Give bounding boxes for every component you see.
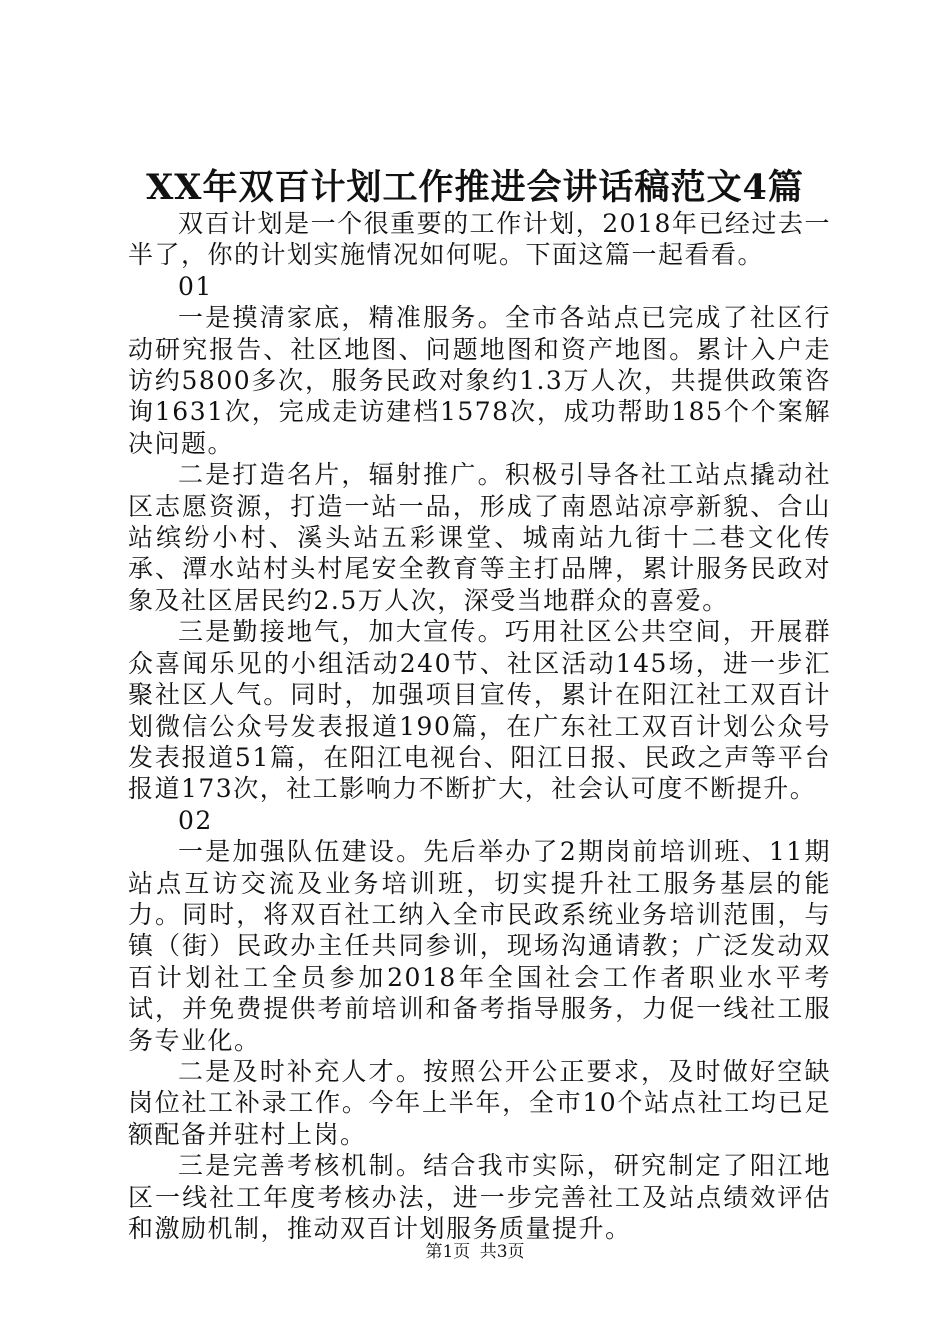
document-title: XX年双百计划工作推进会讲话稿范文4篇 (146, 167, 804, 208)
paragraph: 一是摸清家底，精准服务。全市各站点已完成了社区行动研究报告、社区地图、问题地图和资产地图。累计入户走访约5800多次，服务民政对象约1.3万人次，共提供政策咨询1631次，完成走访建档1578次，成功帮助185个个案解决问题。 (128, 303, 831, 458)
paragraph-intro: 双百计划是一个很重要的工作计划，2018年已经过去一半了，你的计划实施情况如何呢。下面这篇一起看看。 (128, 209, 831, 270)
document-body (128, 208, 831, 1244)
page-total: 共3页 (479, 1242, 525, 1262)
paragraph: 三是勤接地气，加大宣传。巧用社区公共空间，开展群众喜闻乐见的小组活动240节、社区活动145场，进一步汇聚社区人气。同时，加强项目宣传，累计在阳江社工双百计划微信公众号发表报道190篇，在广东社工双百计划公众号发表报道51篇，在阳江电视台、阳江日报、民政之声等平台报道173次，社工影响力不断扩大，社会认可度不断提升。 (128, 617, 831, 804)
paragraph: 二是及时补充人才。按照公开公正要求，及时做好空缺岗位社工补录工作。今年上半年，全市10个站点社工均已足额配备并驻村上岗。 (128, 1056, 831, 1149)
paragraph: 二是打造名片，辐射推广。积极引导各社工站点撬动社区志愿资源，打造一站一品，形成了南恩站凉亭新貌、合山站缤纷小村、溪头站五彩课堂、城南站九街十二巷文化传承、潭水站村头村尾安全教育等主打品牌，累计服务民政对象及社区居民约2.5万人次，深受当地群众的喜爱。 (128, 460, 831, 615)
section-number-01: 01 (178, 271, 213, 301)
page-footer (0, 1240, 950, 1264)
paragraph: 一是加强队伍建设。先后举办了2期岗前培训班、11期站点互访交流及业务培训班，切实提升社工服务基层的能力。同时，将双百社工纳入全市民政系统业务培训范围，与镇（街）民政办主任共同参训，现场沟通请教；广泛发动双百计划社工全员参加2018年全国社会工作者职业水平考试，并免费提供考前培训和备考指导服务，力促一线社工服务专业化。 (128, 837, 831, 1055)
paragraph: 三是完善考核机制。结合我市实际，研究制定了阳江地区一线社工年度考核办法，进一步完善社工及站点绩效评估和激励机制，推动双百计划服务质量提升。 (128, 1151, 831, 1243)
section-number-02: 02 (178, 805, 213, 835)
page-number: 第1页 (425, 1242, 471, 1262)
